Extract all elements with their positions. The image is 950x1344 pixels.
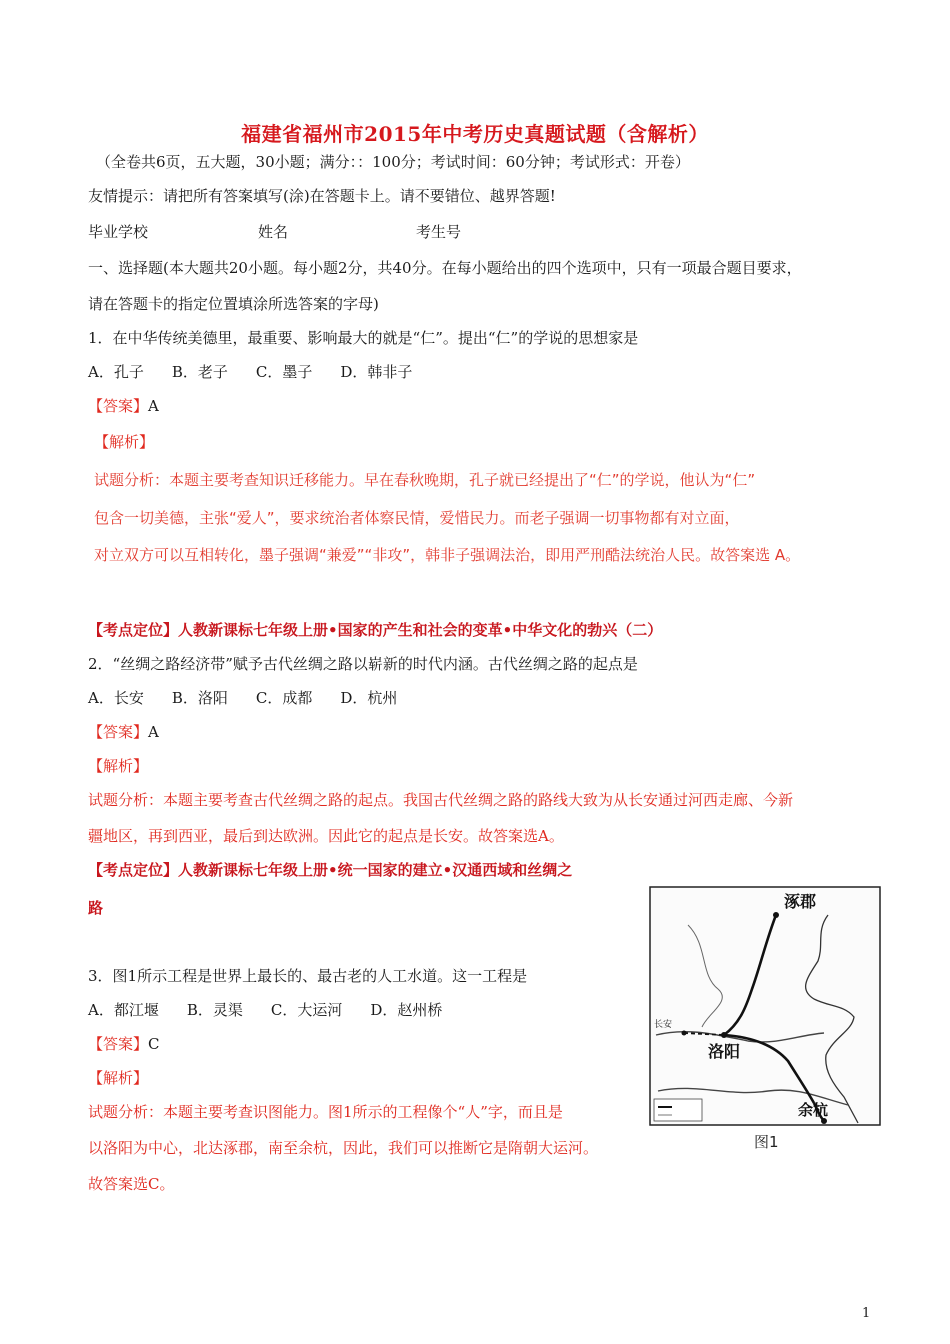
- yuhang-label: 余杭: [798, 1101, 829, 1119]
- analysis-2-line-1: 试题分析：本题主要考查古代丝绸之路的起点。我国古代丝绸之路的路线大致为从长安通过河西走廊、今新: [88, 791, 794, 809]
- kaodian-2: [88, 860, 572, 880]
- option-c: C．大运河: [270, 1001, 343, 1019]
- analysis-3-line-2: 以洛阳为中心，北达涿郡，南至余杭，因此，我们可以推断它是隋朝大运河。: [88, 1139, 599, 1157]
- luoyang-label: 洛阳: [708, 1042, 741, 1061]
- analysis-3-line-1: 试题分析：本题主要考查识图能力。图1所示的工程像个“人”字，而且是: [88, 1103, 563, 1121]
- answer-3: [88, 1034, 160, 1054]
- analysis-label-2: 【解析】: [88, 757, 149, 775]
- analysis-1-line-1: 试题分析：本题主要考查知识迁移能力。早在春秋晚期，孔子就已经提出了“仁”的学说，他认为“仁”: [94, 471, 756, 489]
- analysis-1-line-2: 包含一切美德，主张“爱人”，要求统治者体察民情，爱惜民力。而老子强调一切事物都有对立面，: [94, 509, 740, 527]
- question-1: 1．在中华传统美德里，最重要、影响最大的就是“仁”。提出“仁”的学说的思想家是: [88, 329, 639, 347]
- zhuojun-dot: [773, 912, 779, 918]
- analysis-1-line-3: 对立双方可以互相转化，墨子强调“兼爱”“非攻”，韩非子强调法治，即用严刑酷法统治人民。故答案选 A。: [94, 546, 801, 564]
- page-number: 1: [862, 1306, 871, 1321]
- reminder: 友情提示：请把所有答案填写(涂)在答题卡上。请不要错位、越界答题!: [88, 187, 556, 205]
- grand-canal-map: [648, 885, 884, 1153]
- exam-info: （全卷共6页，五大题，30小题；满分：：100分；考试时间：60分钟；考试形式：开卷）: [96, 153, 690, 171]
- changan-dot: [682, 1031, 687, 1036]
- question-3-options: [88, 1000, 470, 1020]
- option-d: D．赵州桥: [370, 1001, 443, 1019]
- answer-value: C: [148, 1035, 160, 1053]
- answer-label: 【答案】: [88, 1035, 149, 1053]
- kaodian-1: [88, 620, 662, 640]
- analysis-label-3: 【解析】: [88, 1069, 149, 1087]
- map-frame: [650, 887, 880, 1125]
- question-2: 2．“丝绸之路经济带”赋予古代丝绸之路以崭新的时代内涵。古代丝绸之路的起点是: [88, 655, 638, 673]
- option-a: A．长安: [88, 689, 144, 707]
- analysis-label-1: 【解析】: [94, 433, 155, 451]
- answer-value: A: [148, 723, 159, 741]
- question-2-options: [88, 688, 425, 708]
- answer-1: [88, 396, 159, 416]
- student-fields: [88, 222, 461, 242]
- option-a: A．孔子: [88, 363, 144, 381]
- option-b: B．老子: [171, 363, 228, 381]
- kaodian-text: 人教新课标七年级上册•统一国家的建立•汉通西域和丝绸之: [178, 861, 573, 879]
- question-1-options: [88, 362, 440, 382]
- kaodian-2-continued: 路: [88, 899, 104, 917]
- option-c: C．成都: [255, 689, 313, 707]
- zhuojun-label: 涿郡: [784, 892, 817, 911]
- name-field-label: 姓名: [258, 223, 289, 241]
- figure-caption: 图1: [754, 1133, 779, 1151]
- document-title: 福建省福州市2015年中考历史真题试题（含解析）: [241, 122, 709, 146]
- answer-label: 【答案】: [88, 723, 149, 741]
- luoyang-dot: [721, 1032, 727, 1038]
- map-legend: [654, 1099, 702, 1121]
- answer-2: [88, 722, 159, 742]
- changan-label: 长安: [654, 1020, 673, 1030]
- analysis-2-line-2: 疆地区，再到西亚，最后到达欧洲。因此它的起点是长安。故答案选A。: [88, 827, 564, 845]
- answer-value: A: [148, 397, 159, 415]
- kaodian-label: 【考点定位】: [88, 621, 179, 639]
- section-instructions-1: 一、选择题(本大题共20小题。每小题2分，共40分。在每小题给出的四个选项中，只有一项最合题目要求，: [88, 259, 802, 277]
- option-b: B．洛阳: [171, 689, 228, 707]
- option-d: D．韩非子: [340, 363, 413, 381]
- option-b: B．灵渠: [186, 1001, 243, 1019]
- kaodian-text: 人教新课标七年级上册•国家的产生和社会的变革•中华文化的勃兴（二）: [178, 621, 663, 639]
- kaodian-label: 【考点定位】: [88, 861, 179, 879]
- section-instructions-2: 请在答题卡的指定位置填涂所选答案的字母): [88, 295, 379, 313]
- option-a: A．都江堰: [88, 1001, 159, 1019]
- exam-number-label: 考生号: [416, 223, 462, 241]
- school-field-label: 毕业学校: [88, 223, 149, 241]
- answer-label: 【答案】: [88, 397, 149, 415]
- analysis-3-line-3: 故答案选C。: [88, 1175, 175, 1193]
- question-3: 3．图1所示工程是世界上最长的、最古老的人工水道。这一工程是: [88, 967, 528, 985]
- option-d: D．杭州: [340, 689, 398, 707]
- option-c: C．墨子: [255, 363, 313, 381]
